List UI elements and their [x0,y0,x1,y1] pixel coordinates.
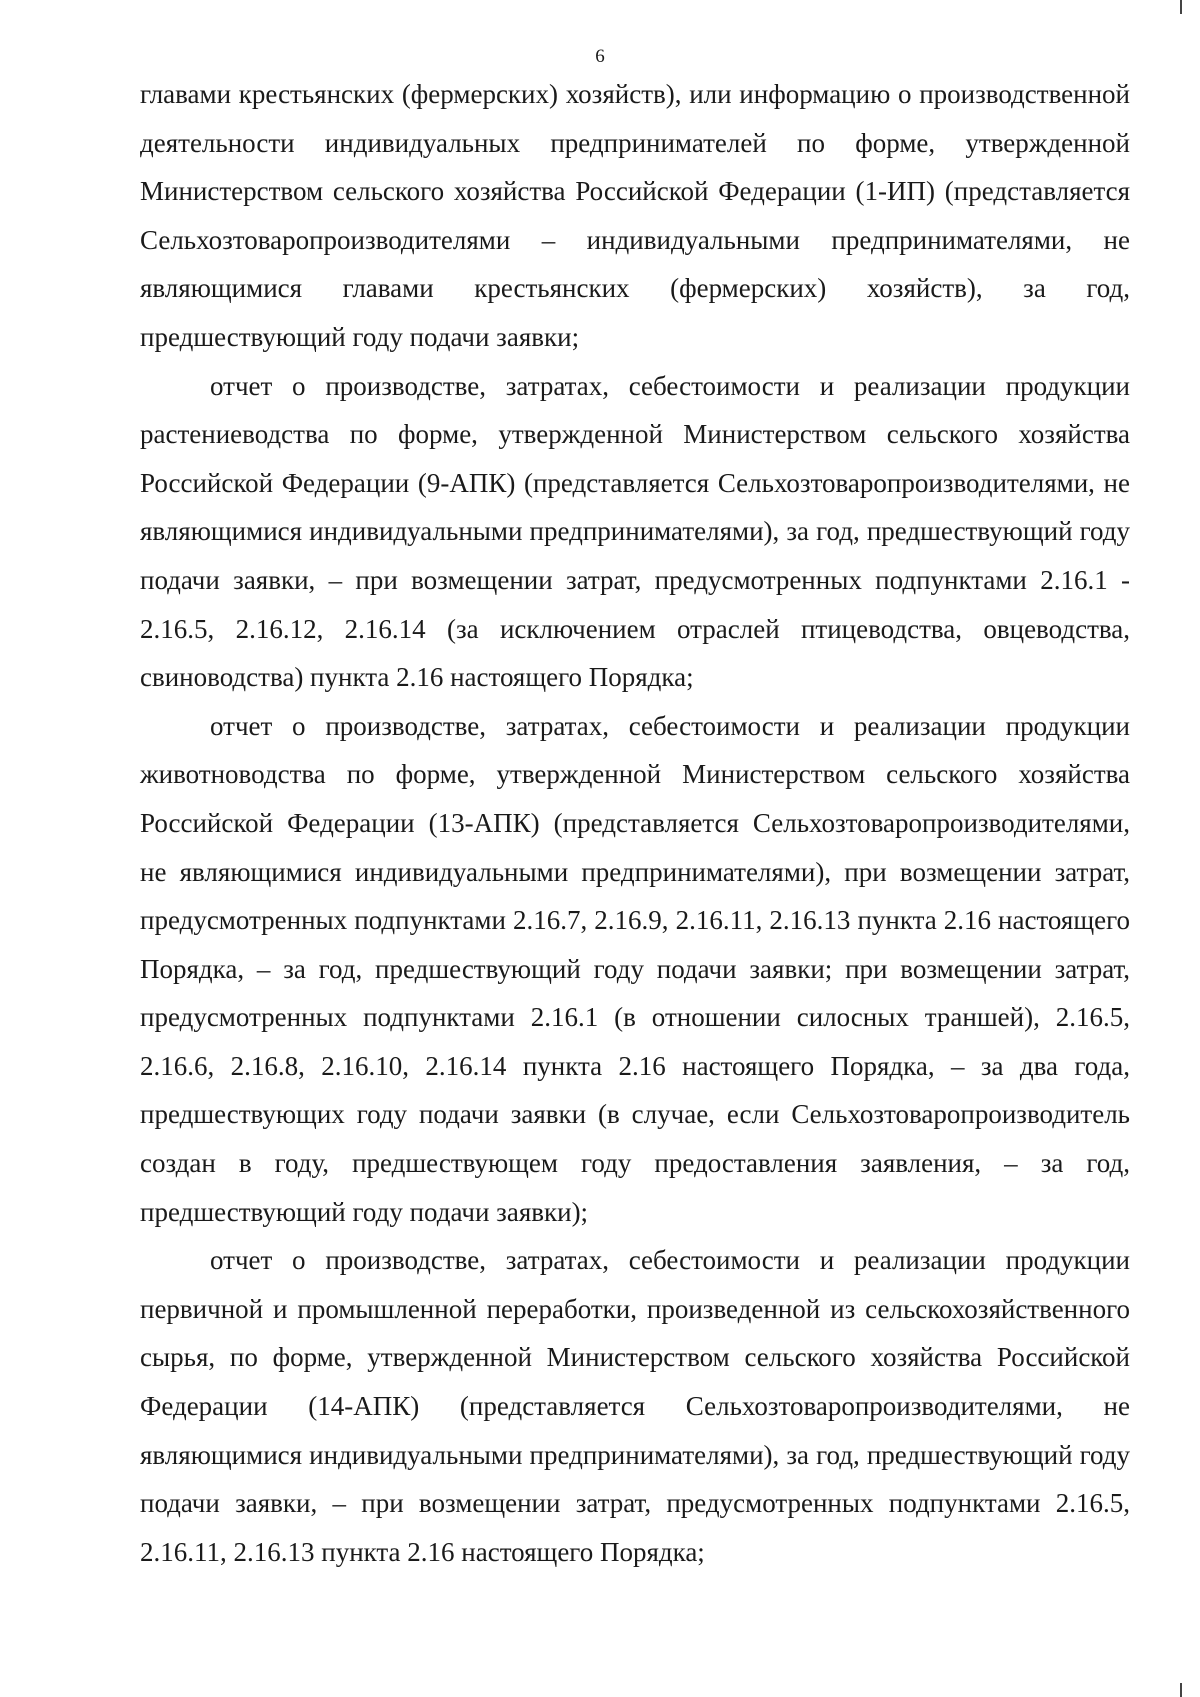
paragraph-9-apk: отчет о производстве, затратах, себестоимости и реализации продукции растениеводства по форме, утвержденной Министерством сельского хозяйства Российской Федерации (9-АПК) (представляется Сельхозтоваропроизводителями, не являющимися индивидуальными предпринимателями), за год, предшествующий году подачи заявки, – при возмещении затрат, предусмотренных подпунктами 2.16.1 - 2.16.5, 2.16.12, 2.16.14 (за исключением отраслей птицеводства, овцеводства, свиноводства) пункта 2.16 настоящего Порядка; [140,370,1130,693]
scan-artifact-top-right [1180,0,1182,14]
paragraph-14-apk: отчет о производстве, затратах, себестоимости и реализации продукции первичной и промышленной переработки, произведенной из сельскохозяйственного сырья, по форме, утвержденной Министерством сельского хозяйства Российской Федерации (14-АПК) (представляется Сельхозтоваропроизводителями, не являющимися индивидуальными предпринимателями), за год, предшествующий году подачи заявки, – при возмещении затрат, предусмотренных подпунктами 2.16.5, 2.16.11, 2.16.13 пункта 2.16 настоящего Порядка; [140,1245,1130,1567]
page-number: 6 [595,46,605,67]
paragraph-continuation: главами крестьянских (фермерских) хозяйств), или информацию о производственной деятельности индивидуальных предпринимателей по форме, утвержденной Министерством сельского хозяйства Российской Федерации (1-ИП) (представляется Сельхозтоваропроизводителями – индивидуальными предпринимателями, не являющимися главами крестьянских (фермерских) хозяйств), за год, предшествующий году подачи заявки; [140,79,1130,352]
paragraph-13-apk: отчет о производстве, затратах, себестоимости и реализации продукции животноводства по форме, утвержденной Министерством сельского хозяйства Российской Федерации (13-АПК) (представляется Сельхозтоваропроизводителями, не являющимися индивидуальными предпринимателями), при возмещении затрат, предусмотренных подпунктами 2.16.7, 2.16.9, 2.16.11, 2.16.13 пункта 2.16 настоящего Порядка, – за год, предшествующий году подачи заявки; при возмещении затрат, предусмотренных подпунктами 2.16.1 (в отношении силосных траншей), 2.16.5, 2.16.6, 2.16.8, 2.16.10, 2.16.14 пункта 2.16 настоящего Порядка, – за два года, предшествующих году подачи заявки (в случае, если Сельхозтоваропроизводитель создан в году, предшествующем году предоставления заявления, – за год, предшествующий году подачи заявки); [140,710,1130,1227]
scan-artifact-bottom-right [1180,1683,1182,1697]
document-body [140,70,1130,1576]
